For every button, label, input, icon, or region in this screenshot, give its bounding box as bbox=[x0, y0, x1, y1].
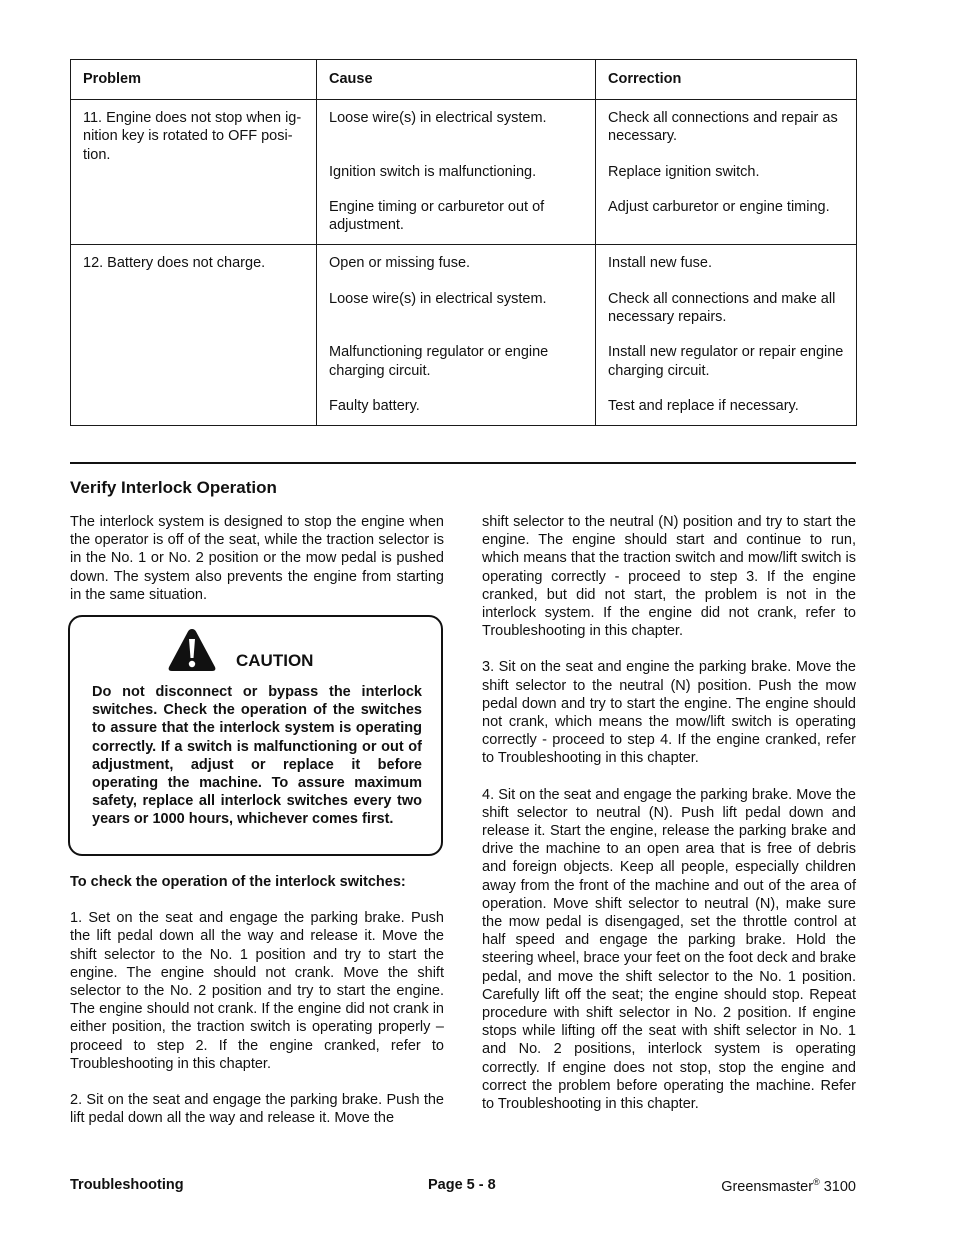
intro-paragraph-block bbox=[70, 513, 444, 622]
cause-text: Faulty battery. bbox=[329, 397, 420, 414]
correction-text: Test and replace if necessary. bbox=[608, 397, 799, 414]
cause-text: Open or missing fuse. bbox=[329, 255, 471, 272]
cause-text: Loose wire(s) in electrical system. bbox=[329, 290, 547, 307]
problem-line: nition key is rotated to OFF posi- bbox=[83, 128, 293, 145]
table-header-row bbox=[71, 60, 857, 100]
troubleshooting-table bbox=[70, 59, 857, 426]
right-column-steps bbox=[482, 513, 856, 1131]
footer-product-name bbox=[721, 1177, 856, 1195]
footer-page-number: Page 5 - 8 bbox=[428, 1177, 496, 1193]
step-3-paragraph: 3. Sit on the seat and engine the parking brake. Move the shift selector to the neutral (N) position. Push the mow pedal down and try to start the engine. The engine should not crank, which means the mow/lift switch is operating correctly - proceed to step 4. If the engine cranked, refer to Troubleshooting in this chapter. bbox=[482, 659, 856, 767]
problem-line: 12. Battery does not charge. bbox=[83, 255, 266, 272]
header-cause: Cause bbox=[317, 60, 596, 100]
correction-text: Check all connections and repair as necessary. bbox=[608, 110, 838, 145]
section-divider bbox=[70, 462, 856, 464]
step-2-paragraph: 2. Sit on the seat and engage the parking brake. Push the lift pedal down all the way and release it. Move the bbox=[70, 1092, 444, 1127]
correction-text: Check all connections and make all necessary repairs. bbox=[608, 290, 836, 326]
cause-cell bbox=[317, 245, 596, 426]
cause-cell bbox=[317, 100, 596, 245]
warning-triangle-icon bbox=[167, 627, 217, 673]
header-correction: Correction bbox=[596, 60, 857, 100]
correction-text: Replace ignition switch. bbox=[608, 163, 760, 180]
step-1-paragraph: 1. Set on the seat and engage the parking brake. Push the lift pedal down all the way and release it. Move the shift selector to the No. 1 position and try to start the engine. The engine should not crank. Move the shift selector to the No. 2 position and try to start the engine. The engine should not crank. If the engine did not crank in either position, the traction switch is operating properly – proceed to step 2. If the engine cranked, refer to Troubleshooting in this chapter. bbox=[70, 910, 444, 1072]
registered-mark: ® bbox=[813, 1177, 820, 1187]
check-heading: To check the operation of the interlock switches: bbox=[70, 874, 406, 890]
table-row bbox=[71, 100, 857, 245]
caution-box bbox=[68, 615, 443, 856]
problem-line: tion. bbox=[83, 146, 111, 163]
correction-cell bbox=[596, 245, 857, 426]
footer-brand: Greensmaster bbox=[721, 1178, 814, 1195]
table-row bbox=[71, 245, 857, 426]
intro-paragraph: The interlock system is designed to stop the engine when the operator is off of the seat, while the traction selector is in the No. 1 or No. 2 position or the mow pedal is pushed down. The system also prevents the engine from starting in the same situation. bbox=[70, 514, 444, 603]
correction-text: Install new regulator or repair engine charging circuit. bbox=[608, 344, 844, 379]
problem-cell bbox=[71, 100, 317, 245]
correction-text: Install new fuse. bbox=[608, 255, 712, 272]
cause-text: Engine timing or carburetor out of adjustment. bbox=[329, 198, 545, 234]
cause-text: Malfunctioning regulator or engine charging circuit. bbox=[329, 344, 549, 379]
footer-model: 3100 bbox=[819, 1178, 856, 1195]
left-column-steps bbox=[70, 873, 444, 1145]
caution-text: Do not disconnect or bypass the interlock switches. Check the operation of the switches to assure that the interlock system is operating correctly. If a switch is malfunctioning or out of adjustment, adjust or replace it before operating the machine. To assure maximum safety, replace all interlock switches every two years or 1000 hours, whichever comes first. bbox=[92, 684, 422, 828]
correction-text: Adjust carburetor or engine timing. bbox=[608, 198, 830, 215]
footer-section-name: Troubleshooting bbox=[70, 1177, 184, 1193]
problem-line: 11. Engine does not stop when ig- bbox=[83, 110, 302, 126]
step-4-paragraph: 4. Sit on the seat and engage the parking brake. Move the shift selector to neutral (N). Push lift pedal down and release it. Start the engine, release the parking brake and drive the machine to an open area that is free of debris and foreign objects. Keep all people, especially children away from the front of the machine and out of the area of operation. Move shift selector to neutral (N), make sure the mow pedal is disengaged, set the throttle control at half speed and engage the parking brake. Hold the steering wheel, brace your feet on the foot deck and brake pedal, and move the shift selector to the No. 1 position. Carefully lift off the seat; the engine should stop. Repeat procedure with shift selector in No. 2 position. If engine stops while lifting off the seat with shift selector in No. 1 and No. 2 positions, interlock system is operating correctly. If engine does not stop, stop the engine and correct the problem before operating the machine. Refer to Troubleshooting in this chapter. bbox=[482, 786, 857, 1113]
correction-cell bbox=[596, 100, 857, 245]
cause-text: Ignition switch is malfunctioning. bbox=[329, 163, 537, 180]
caution-title: CAUTION bbox=[236, 651, 314, 670]
section-title: Verify Interlock Operation bbox=[70, 478, 277, 497]
problem-cell bbox=[71, 245, 317, 426]
step-2-continued-paragraph: shift selector to the neutral (N) position and try to start the engine. The engine should start and continue to run, which means that the traction switch and mow/lift switch is operating correctly - proceed to step 3. If the engine cranked, but did not start, the problem is not in the interlock system. If the engine did not crank, refer to Troubleshooting in this chapter. bbox=[482, 514, 856, 640]
cause-text: Loose wire(s) in electrical system. bbox=[329, 110, 547, 126]
header-problem: Problem bbox=[71, 60, 317, 100]
